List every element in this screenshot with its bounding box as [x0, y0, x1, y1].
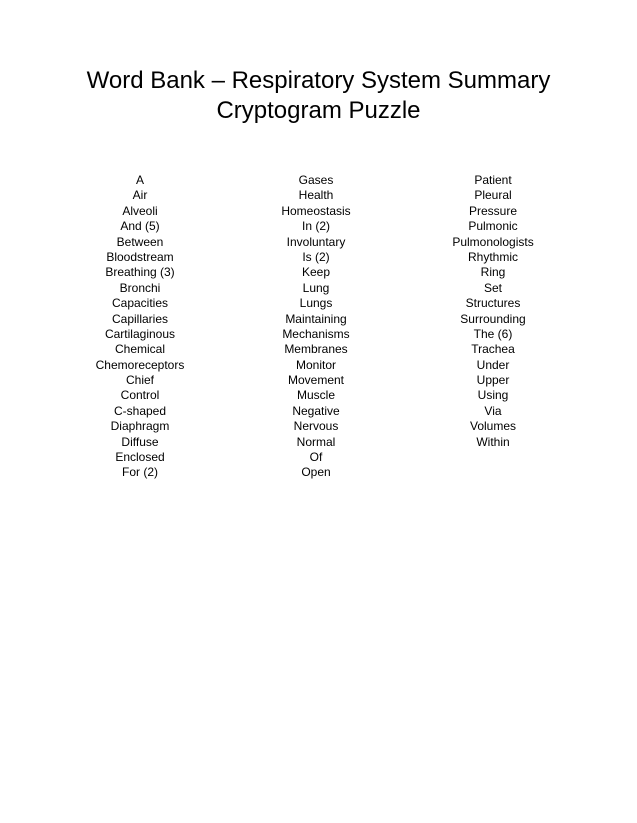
word-item: Ring [480, 265, 506, 280]
word-item: Keep [301, 265, 331, 280]
word-item: Involuntary [286, 234, 346, 249]
word-item: Mechanisms [282, 326, 350, 341]
word-item: C-shaped [113, 403, 167, 418]
word-item: Capillaries [111, 311, 169, 326]
word-item: Chief [125, 373, 154, 388]
word-item: A [135, 173, 144, 187]
word-item: Via [484, 403, 502, 418]
word-item: Muscle [296, 388, 335, 403]
word-item: Normal [296, 434, 336, 449]
word-item: Gases [298, 173, 334, 187]
word-item: Nervous [293, 419, 339, 434]
word-item: Control [120, 388, 160, 403]
word-item: Air [132, 188, 148, 203]
word-item: Is (2) [302, 249, 330, 264]
word-bank [0, 173, 637, 493]
word-item: Under [476, 357, 510, 372]
word-item: Maintaining [285, 311, 347, 326]
word-item: Volumes [469, 419, 517, 434]
word-item: Health [298, 188, 334, 203]
word-item: Chemoreceptors [95, 357, 185, 372]
word-item: Lungs [299, 296, 333, 311]
word-item: And (5) [120, 219, 160, 234]
word-item: Set [483, 280, 502, 295]
word-item: Bronchi [119, 280, 161, 295]
word-item: Cartilaginous [104, 326, 176, 341]
word-item: Using [477, 388, 509, 403]
word-item: Chemical [114, 342, 165, 357]
word-item: Alveoli [122, 203, 158, 218]
word-column-3 [403, 173, 583, 450]
word-item: Enclosed [115, 450, 165, 465]
word-item: The (6) [473, 326, 513, 341]
word-item: Membranes [284, 342, 348, 357]
word-item: For (2) [122, 465, 158, 480]
word-item: Structures [465, 296, 521, 311]
word-item: Diaphragm [110, 419, 170, 434]
word-item: Pressure [468, 203, 518, 218]
word-item: Bloodstream [106, 249, 174, 264]
word-item: Patient [474, 173, 512, 187]
word-item: Pulmonologists [452, 234, 534, 249]
word-item: Negative [292, 403, 340, 418]
word-column-2 [226, 173, 406, 481]
word-item: Pulmonic [468, 219, 518, 234]
word-item: Of [309, 450, 323, 465]
title-line-2: Cryptogram Puzzle [216, 97, 421, 124]
word-item: Within [476, 434, 510, 449]
word-item: Between [116, 234, 164, 249]
word-item: Capacities [111, 296, 169, 311]
word-item: Monitor [295, 357, 336, 372]
word-column-1 [50, 173, 230, 481]
word-item: Movement [287, 373, 345, 388]
word-item: Upper [476, 373, 510, 388]
title-line-1: Word Bank – Respiratory System Summary [86, 67, 551, 94]
word-item: Lung [302, 280, 330, 295]
word-item: Surrounding [460, 311, 526, 326]
word-item: In (2) [301, 219, 330, 234]
word-item: Open [301, 465, 331, 480]
word-item: Breathing (3) [105, 265, 175, 280]
page-title [0, 66, 637, 126]
word-item: Pleural [474, 188, 512, 203]
word-item: Homeostasis [281, 203, 351, 218]
word-item: Diffuse [121, 434, 159, 449]
word-item: Trachea [471, 342, 515, 357]
word-item: Rhythmic [467, 249, 518, 264]
